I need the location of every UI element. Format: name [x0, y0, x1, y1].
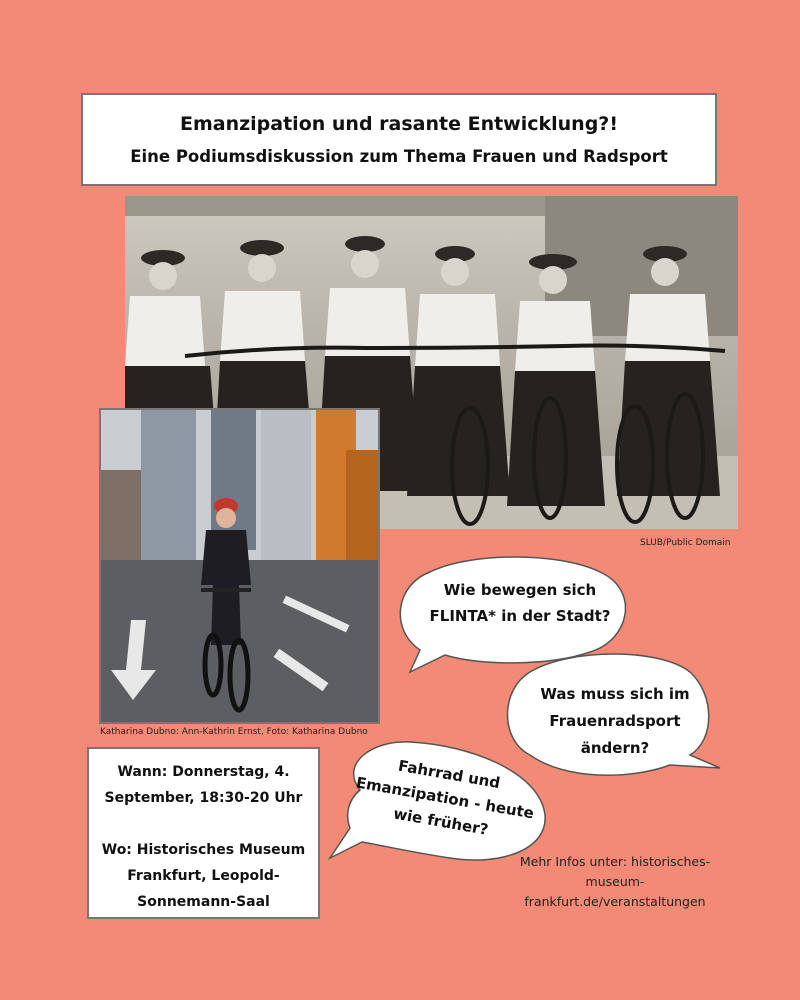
- event-subtitle: Eine Podiumsdiskussion zum Thema Frauen und Radsport: [130, 147, 668, 166]
- event-when: Wann: Donnerstag, 4. September, 18:30-20 Uhr: [104, 764, 303, 806]
- event-info-box: [87, 747, 320, 919]
- question-emanzipation: Fahrrad und Emanzipation - heute wie früher?: [354, 756, 536, 839]
- historic-photo-credit: SLUB/Public Domain: [640, 538, 731, 548]
- more-info-link[interactable]: Mehr Infos unter: historisches-museum-frankfurt.de/veranstaltungen: [519, 854, 711, 909]
- question-frauenradsport: Was muss sich im Frauenradsport ändern?: [540, 685, 690, 757]
- question-flinta: Wie bewegen sich FLINTA* in der Stadt?: [429, 581, 611, 625]
- event-where: Wo: Historisches Museum Frankfurt, Leopold-Sonnemann-Saal: [101, 842, 306, 910]
- modern-photo-credit: Katharina Dubno: Ann-Kathrin Ernst, Foto: Katharina Dubno: [100, 727, 368, 737]
- event-title: Emanzipation und rasante Entwicklung?!: [179, 113, 618, 135]
